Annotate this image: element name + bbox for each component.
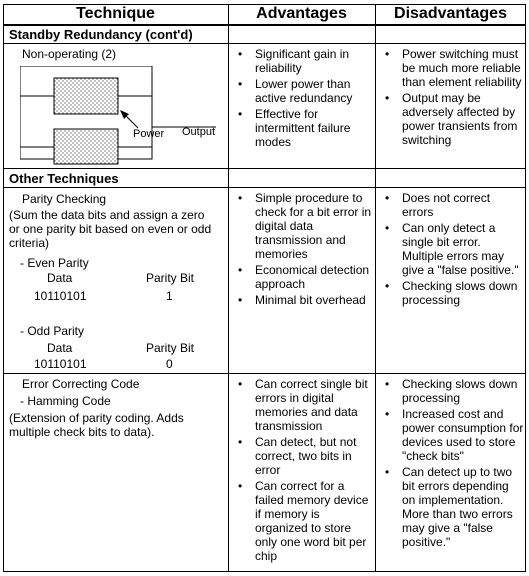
ecc-sub: - Hamming Code [20,394,111,408]
list-item: • Significant gain in reliability [237,47,373,75]
list-item: • Can only detect a single bit error. Multiple errors may give a "false positive." [384,221,524,277]
even-bit-header: Parity Bit [146,271,195,285]
odd-parity-label: - Odd Parity [20,324,85,338]
ecc-advantages-list [237,377,373,565]
parity-disadvantages-list [384,191,524,309]
standby-advantages-list [237,47,373,151]
list-item: • Increased cost and power consumption for devices used to store "check bits" [384,407,524,463]
header-advantages: Advantages [256,5,347,22]
standby-disadvantages-list [384,47,524,149]
list-item: • Output may be adversely affected by power transients from switching [384,91,524,147]
standby-diagram [20,66,225,166]
list-item: • Lower power than active redundancy [237,77,373,105]
ecc-description-line: multiple check bits to data). [9,425,155,439]
odd-data-value: 10110101 [34,357,87,371]
active-element [54,78,118,114]
parity-name: Parity Checking [22,192,107,206]
row-rule [3,187,526,188]
header-rule [3,24,526,26]
parity-description-line: (Sum the data bits and assign a zero [9,208,205,222]
list-item: • Checking slows down processing [384,377,524,405]
odd-bit-header: Parity Bit [146,341,195,355]
even-data-header: Data [47,271,73,285]
ecc-description-line: (Extension of parity coding. Adds [9,411,184,425]
list-item: • Minimal bit overhead [237,293,373,307]
list-item: • Can detect up to two bit errors depending on implementation. More than two errors may give a "false positive." [384,465,524,549]
column-divider [228,4,229,572]
list-item: • Can correct single bit errors in digital memories and data transmission [237,377,373,433]
list-item: • Economical detection approach [237,263,373,291]
list-item: • Effective for intermittent failure modes [237,107,373,149]
list-item: • Does not correct errors [384,191,524,219]
header-disadvantages: Disadvantages [394,5,507,22]
technique-name-non-operating: Non-operating (2) [22,47,117,61]
diagram-power-label: Power [133,128,165,140]
list-item: • Power switching must be much more reliable than element reliability [384,47,524,89]
diagram-output-label: Output [182,126,216,138]
even-data-value: 10110101 [34,289,87,303]
parity-description-line: or one parity bit based on even or odd [9,222,212,236]
list-item: • Can detect, but not correct, two bits in error [237,435,373,477]
odd-bit-value: 0 [166,357,173,371]
list-item: • Checking slows down processing [384,279,524,307]
row-rule [3,373,526,374]
list-item: • Can correct for a failed memory device if memory is organized to store only one word bit per chip [237,479,373,563]
parity-description-line: criteria) [9,236,50,250]
ecc-disadvantages-list [384,377,524,551]
row-rule [3,168,526,169]
list-item: • Simple procedure to check for a bit error in digital data transmission and memories [237,191,373,261]
even-bit-value: 1 [166,289,173,303]
row-rule [3,43,526,44]
section-title-other: Other Techniques [9,171,119,186]
header-technique: Technique [76,5,155,22]
standby-element [54,129,118,164]
odd-data-header: Data [47,341,73,355]
ecc-name: Error Correcting Code [22,377,140,391]
parity-advantages-list [237,191,373,309]
even-parity-label: - Even Parity [20,256,89,270]
column-divider [375,4,376,572]
section-title-standby: Standby Redundancy (cont'd) [9,27,193,42]
